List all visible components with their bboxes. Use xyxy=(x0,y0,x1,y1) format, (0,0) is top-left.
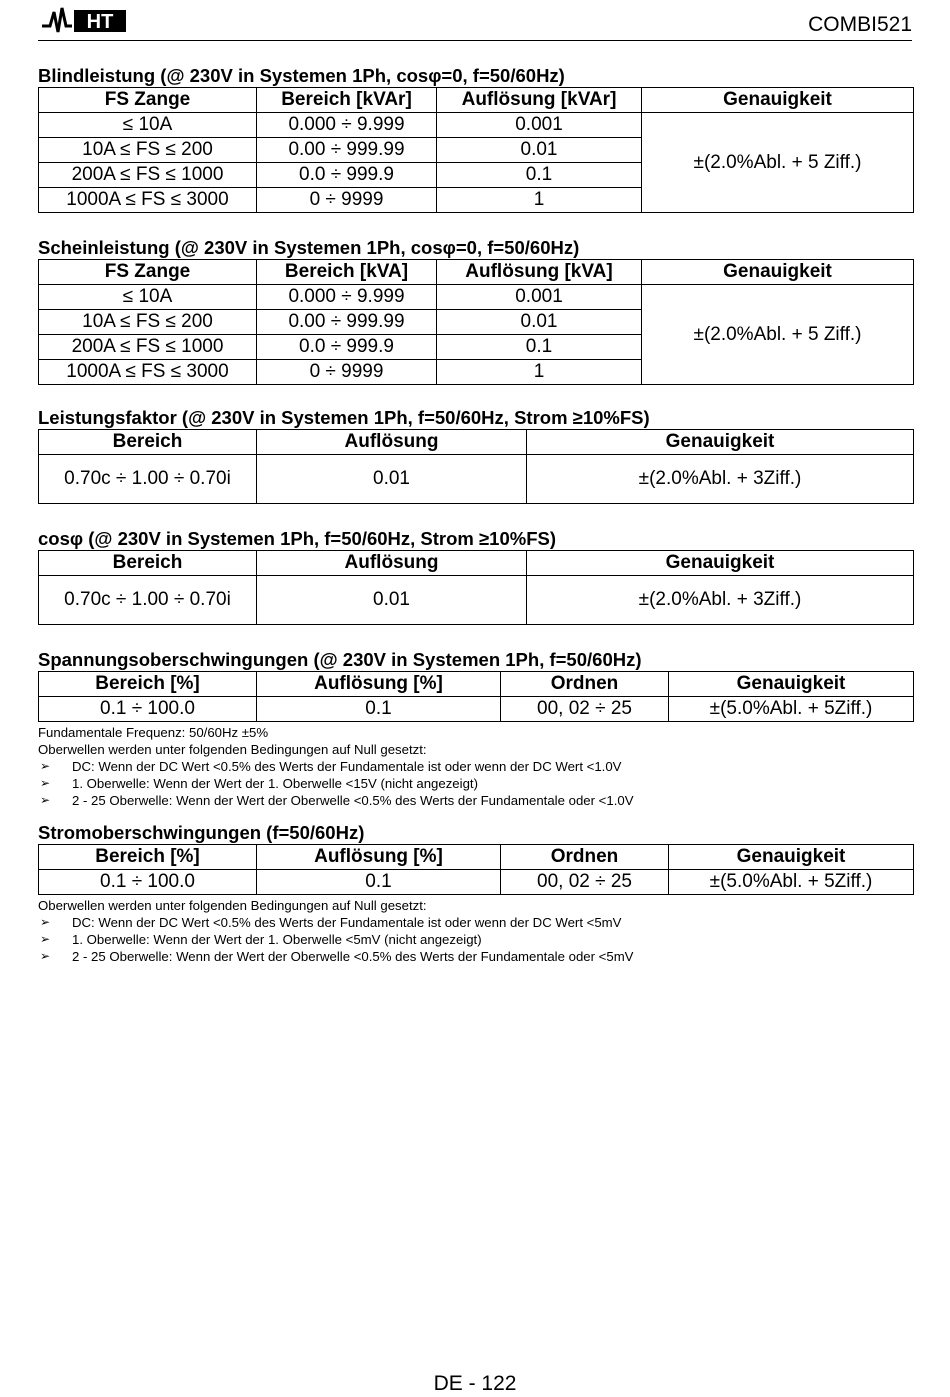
cell: 0.000 ÷ 9.999 xyxy=(257,285,437,310)
bullet-item xyxy=(38,948,913,965)
scheinleistung-table xyxy=(38,259,914,385)
logo-text: HT xyxy=(86,11,114,33)
arrow-bullet-icon: ➢ xyxy=(40,915,51,929)
cell: 0.1 xyxy=(257,870,501,895)
accuracy-cell: ±(2.0%Abl. + 5 Ziff.) xyxy=(642,113,914,213)
bullet-item xyxy=(38,758,913,775)
stromoberschwingungen-table xyxy=(38,844,914,895)
page-number: DE - 122 xyxy=(433,1372,517,1395)
cell: 0.001 xyxy=(437,113,642,138)
ht-logo xyxy=(40,4,130,36)
note-line: Oberwellen werden unter folgenden Bedingungen auf Null gesetzt: xyxy=(38,742,427,757)
header-cell: Genauigkeit xyxy=(669,672,914,697)
bullet-item xyxy=(38,914,913,931)
cell: ≤ 10A xyxy=(39,285,257,310)
header-cell: Genauigkeit xyxy=(527,551,914,576)
bullet-text: 1. Oberwelle: Wenn der Wert der 1. Oberwelle <5mV (nicht angezeigt) xyxy=(72,932,482,947)
cell: 0.70c ÷ 1.00 ÷ 0.70i xyxy=(39,576,257,625)
cell: 0.01 xyxy=(257,576,527,625)
header-cell: Bereich [kVAr] xyxy=(257,88,437,113)
header-cell: Auflösung [%] xyxy=(257,672,501,697)
cell: 0 ÷ 9999 xyxy=(257,188,437,213)
header-cell: Bereich xyxy=(39,551,257,576)
section-stromoberschwingungen xyxy=(38,822,913,965)
header-cell: Auflösung [%] xyxy=(257,845,501,870)
cell: 0.00 ÷ 999.99 xyxy=(257,138,437,163)
accuracy-cell: ±(2.0%Abl. + 5 Ziff.) xyxy=(642,285,914,385)
bullet-text: DC: Wenn der DC Wert <0.5% des Werts der Fundamentale ist oder wenn der DC Wert <1.0V xyxy=(72,759,622,774)
section-title: Leistungsfaktor (@ 230V in Systemen 1Ph, f=50/60Hz, Strom ≥10%FS) xyxy=(38,407,650,428)
cell: ±(5.0%Abl. + 5Ziff.) xyxy=(669,870,914,895)
header-cell: Genauigkeit xyxy=(642,260,914,285)
table-row xyxy=(39,455,914,504)
section-spannungsoberschwingungen xyxy=(38,649,913,809)
cell: 10A ≤ FS ≤ 200 xyxy=(39,138,257,163)
blindleistung-table xyxy=(38,87,914,213)
arrow-bullet-icon: ➢ xyxy=(40,949,51,963)
cell: 0.01 xyxy=(437,310,642,335)
header-cell: FS Zange xyxy=(39,260,257,285)
arrow-bullet-icon: ➢ xyxy=(40,793,51,807)
header-cell: Bereich [%] xyxy=(39,845,257,870)
cell: 0 ÷ 9999 xyxy=(257,360,437,385)
header-cell: Genauigkeit xyxy=(527,430,914,455)
arrow-bullet-icon: ➢ xyxy=(40,932,51,946)
cell: 0.1 xyxy=(437,335,642,360)
table-header-row xyxy=(39,260,914,285)
cell: 0.000 ÷ 9.999 xyxy=(257,113,437,138)
cell: 0.1 xyxy=(257,697,501,722)
cell: 0.001 xyxy=(437,285,642,310)
notes xyxy=(38,897,913,965)
header-cell: Bereich xyxy=(39,430,257,455)
note-line: Fundamentale Frequenz: 50/60Hz ±5% xyxy=(38,725,269,740)
bullet-text: 2 - 25 Oberwelle: Wenn der Wert der Oberwelle <0.5% des Werts der Fundamentale oder <5mV xyxy=(72,949,634,964)
cell: ±(2.0%Abl. + 3Ziff.) xyxy=(527,455,914,504)
cell: 0.70c ÷ 1.00 ÷ 0.70i xyxy=(39,455,257,504)
section-scheinleistung xyxy=(38,237,913,385)
cell: 1000A ≤ FS ≤ 3000 xyxy=(39,360,257,385)
table-header-row xyxy=(39,845,914,870)
header-cell: Auflösung xyxy=(257,551,527,576)
arrow-bullet-icon: ➢ xyxy=(40,759,51,773)
cell: 0.0 ÷ 999.9 xyxy=(257,163,437,188)
header-cell: Ordnen xyxy=(501,845,669,870)
cell: 200A ≤ FS ≤ 1000 xyxy=(39,163,257,188)
leistungsfaktor-table xyxy=(38,429,914,504)
table-header-row xyxy=(39,551,914,576)
cell: ±(5.0%Abl. + 5Ziff.) xyxy=(669,697,914,722)
notes xyxy=(38,724,913,809)
cell: 1 xyxy=(437,360,642,385)
header-cell: Genauigkeit xyxy=(669,845,914,870)
header-cell: Bereich [%] xyxy=(39,672,257,697)
table-row xyxy=(39,285,914,310)
section-leistungsfaktor xyxy=(38,407,913,504)
header-cell: Bereich [kVA] xyxy=(257,260,437,285)
arrow-bullet-icon: ➢ xyxy=(40,776,51,790)
cell: 1000A ≤ FS ≤ 3000 xyxy=(39,188,257,213)
table-row xyxy=(39,576,914,625)
model-name: COMBI521 xyxy=(808,13,912,36)
cell: ≤ 10A xyxy=(39,113,257,138)
section-title: Blindleistung (@ 230V in Systemen 1Ph, cosφ=0, f=50/60Hz) xyxy=(38,65,565,86)
note-line: Oberwellen werden unter folgenden Bedingungen auf Null gesetzt: xyxy=(38,898,427,913)
header-cell: Auflösung xyxy=(257,430,527,455)
cell: 0.01 xyxy=(257,455,527,504)
bullet-item xyxy=(38,775,913,792)
table-row xyxy=(39,697,914,722)
cell: 00, 02 ÷ 25 xyxy=(501,870,669,895)
cosphi-table xyxy=(38,550,914,625)
header-cell: Genauigkeit xyxy=(642,88,914,113)
bullet-text: 1. Oberwelle: Wenn der Wert der 1. Oberwelle <15V (nicht angezeigt) xyxy=(72,776,478,791)
bullet-item xyxy=(38,792,913,809)
bullet-text: DC: Wenn der DC Wert <0.5% des Werts der Fundamentale ist oder wenn der DC Wert <5mV xyxy=(72,915,622,930)
section-title: Spannungsoberschwingungen (@ 230V in Systemen 1Ph, f=50/60Hz) xyxy=(38,649,642,670)
table-header-row xyxy=(39,672,914,697)
cell: 0.01 xyxy=(437,138,642,163)
cell: 0.1 xyxy=(437,163,642,188)
cell: 200A ≤ FS ≤ 1000 xyxy=(39,335,257,360)
table-header-row xyxy=(39,430,914,455)
cell: 10A ≤ FS ≤ 200 xyxy=(39,310,257,335)
table-row xyxy=(39,870,914,895)
section-cosphi xyxy=(38,528,913,625)
table-row xyxy=(39,113,914,138)
cell: 0.1 ÷ 100.0 xyxy=(39,870,257,895)
spannungsoberschwingungen-table xyxy=(38,671,914,722)
cell: ±(2.0%Abl. + 3Ziff.) xyxy=(527,576,914,625)
header-cell: Ordnen xyxy=(501,672,669,697)
cell: 0.1 ÷ 100.0 xyxy=(39,697,257,722)
ht-logo-mark xyxy=(40,4,128,34)
cell: 0.0 ÷ 999.9 xyxy=(257,335,437,360)
section-title: cosφ (@ 230V in Systemen 1Ph, f=50/60Hz, Strom ≥10%FS) xyxy=(38,528,556,549)
bullet-text: 2 - 25 Oberwelle: Wenn der Wert der Oberwelle <0.5% des Werts der Fundamentale oder <1.0V xyxy=(72,793,634,808)
header-cell: Auflösung [kVA] xyxy=(437,260,642,285)
header-cell: Auflösung [kVAr] xyxy=(437,88,642,113)
cell: 0.00 ÷ 999.99 xyxy=(257,310,437,335)
section-title: Stromoberschwingungen (f=50/60Hz) xyxy=(38,822,365,843)
cell: 1 xyxy=(437,188,642,213)
header-cell: FS Zange xyxy=(39,88,257,113)
cell: 00, 02 ÷ 25 xyxy=(501,697,669,722)
table-header-row xyxy=(39,88,914,113)
section-title: Scheinleistung (@ 230V in Systemen 1Ph, cosφ=0, f=50/60Hz) xyxy=(38,237,580,258)
header-rule xyxy=(38,40,912,41)
bullet-item xyxy=(38,931,913,948)
section-blindleistung xyxy=(38,65,913,213)
